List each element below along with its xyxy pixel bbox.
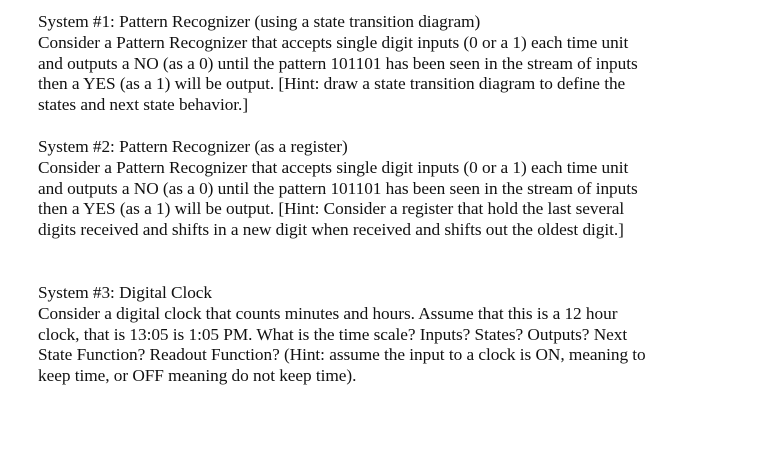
- paragraph-line: State Function? Readout Function? (Hint: assume the input to a clock is ON, meaning to: [38, 345, 646, 365]
- section-system-2: [38, 137, 750, 241]
- paragraph-line: and outputs a NO (as a 0) until the pattern 101101 has been seen in the stream of inputs: [38, 178, 638, 198]
- section-title: System #1: Pattern Recognizer (using a state transition diagram): [38, 12, 481, 31]
- paragraph-line: then a YES (as a 1) will be output. [Hint: draw a state transition diagram to define the: [38, 74, 626, 94]
- paragraph-line: clock, that is 13:05 is 1:05 PM. What is the time scale? Inputs? States? Outputs? Next: [38, 324, 628, 344]
- document-page: [38, 12, 750, 387]
- paragraph-line: and outputs a NO (as a 0) until the pattern 101101 has been seen in the stream of inputs: [38, 53, 638, 73]
- section-system-3: [38, 283, 750, 387]
- paragraph-line: Consider a Pattern Recognizer that accepts single digit inputs (0 or a 1) each time unit: [38, 32, 629, 52]
- paragraph-line: digits received and shifts in a new digit when received and shifts out the oldest digit.]: [38, 220, 624, 240]
- paragraph-line: keep time, or OFF meaning do not keep time).: [38, 366, 357, 386]
- paragraph-line: Consider a Pattern Recognizer that accepts single digit inputs (0 or a 1) each time unit: [38, 157, 629, 177]
- section-spacer: [38, 241, 750, 283]
- section-spacer: [38, 116, 750, 137]
- section-title: System #2: Pattern Recognizer (as a register): [38, 136, 348, 156]
- paragraph-line: Consider a digital clock that counts minutes and hours. Assume that this is a 12 hour: [38, 303, 618, 323]
- section-system-1: [38, 12, 750, 116]
- section-title: System #3: Digital Clock: [38, 282, 213, 302]
- paragraph-line: states and next state behavior.]: [38, 95, 249, 115]
- paragraph-line: then a YES (as a 1) will be output. [Hint: Consider a register that hold the last several: [38, 199, 625, 219]
